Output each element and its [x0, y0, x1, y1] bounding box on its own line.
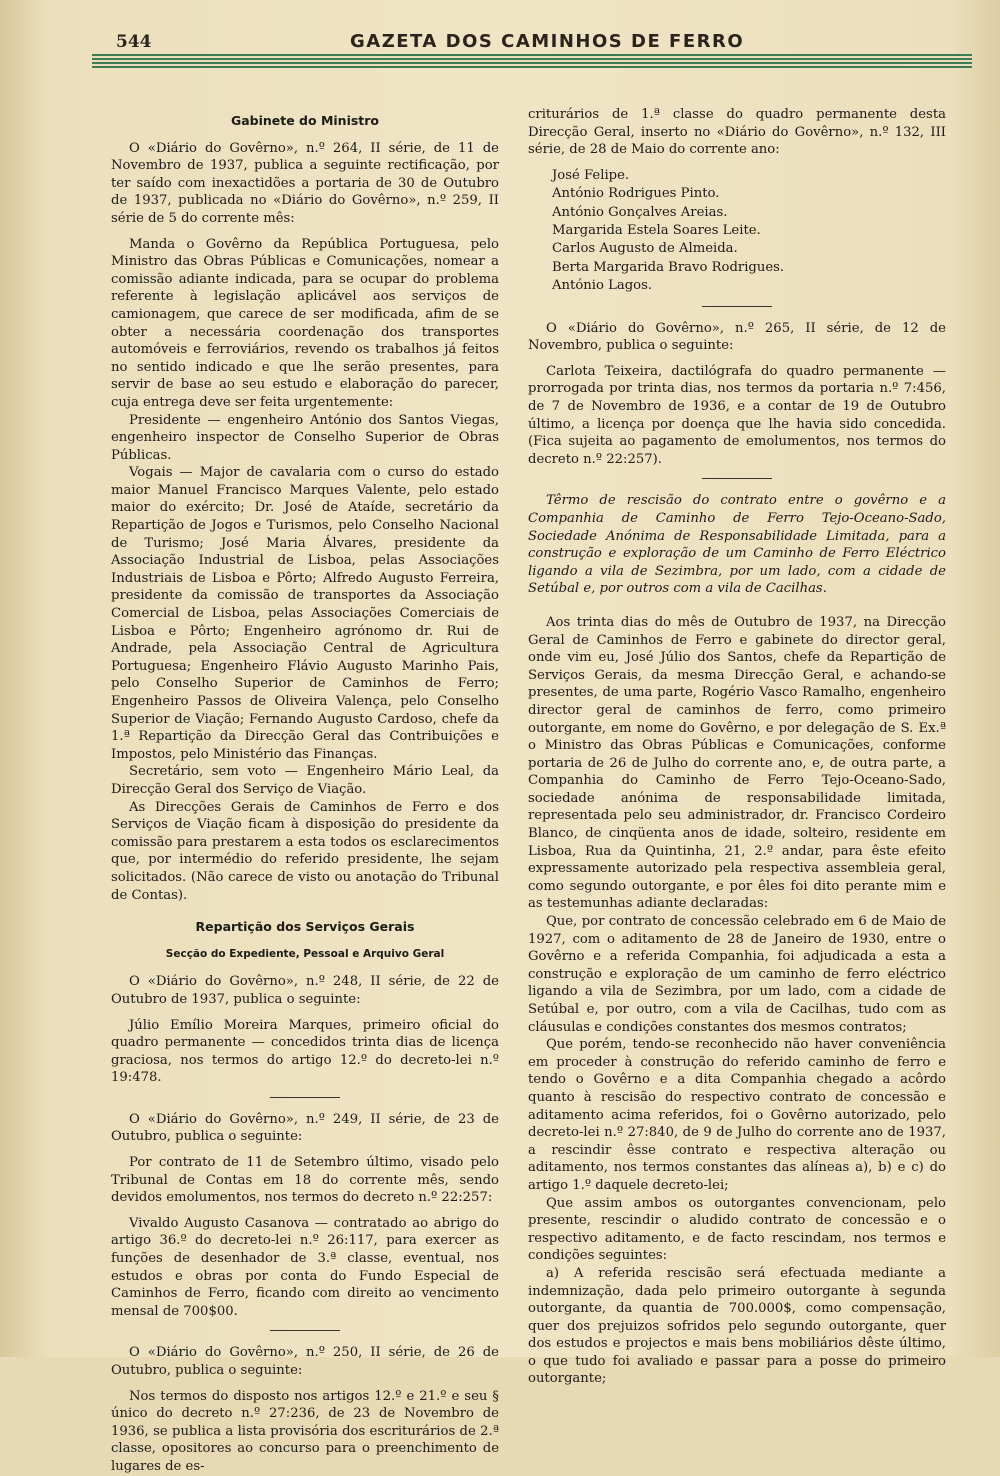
list-item: António Rodrigues Pinto.	[552, 186, 720, 202]
list-item: José Felipe.	[552, 167, 630, 183]
section-heading-gabinete: Gabinete do Ministro	[230, 113, 380, 128]
paragraph: Manda o Govêrno da República Portuguesa, pelo Ministro das Obras Públicas e Comunicações, nomear a comissão adiante indicada, para se ocupar do problema referente à legislação aplicável aos serviços de camionagem, que carece de ser modificada, afim de se obter a necessária coordenação dos transportes automóveis e ferroviários, revendo os trabalhos já feitos no sentido indicado e que lhe serão presentes, para servir de base ao seu estudo e elaboração do parecer, cuja entrega deve ser feita urgentemente:	[111, 236, 499, 410]
contract-title	[528, 492, 946, 598]
paragraph: Secretário, sem voto — Engenheiro Mário Leal, da Direcção Geral dos Serviço de Viação.	[111, 764, 499, 797]
separator-line	[270, 1330, 340, 1331]
paragraph: Júlio Emílio Moreira Marques, primeiro oficial do quadro permanente — concedidos trinta dias de licença graciosa, nos termos do artigo 12.º do decreto-lei n.º 19:478.	[111, 1017, 499, 1086]
right-column	[528, 106, 946, 1388]
list-item: António Gonçalves Areias.	[552, 204, 728, 220]
paragraph: Carlota Teixeira, dactilógrafa do quadro permanente — prorrogada por trinta dias, nos termos da portaria n.º 7:456, de 7 de Novembro de 1936, e a contar de 19 de Outubro último, a licença por doença que lhe havia sido concedida. (Fica sujeita ao pagamento de emolumentos, nos termos do decreto n.º 22:257).	[528, 363, 946, 467]
paragraph: O «Diário do Govêrno», n.º 248, II série, de 22 de Outubro de 1937, publica o seguinte:	[111, 974, 499, 1007]
paragraph: criturários de 1.ª classe do quadro permanente desta Direcção Geral, inserto no «Diário do Govêrno», n.º 132, III série, de 28 de Maio do corrente ano:	[528, 107, 946, 158]
paragraph: Vogais — Major de cavalaria com o curso do estado maior Manuel Francisco Marques Valente, pelo estado maior do exército; Dr. José de Ataíde, secretário da Repartição de Jogos e Turismos, pelo Conselho Nacional de Turismo; José Maria Álvares, presidente da Associação Industrial de Lisboa, pelas Associações Industriais de Lisboa e Pôrto; Alfredo Augusto Ferreira, presidente da comissão de transportes da Associação Comercial de Lisboa, pelas Associações Comerciais de Lisboa e Pôrto; Engenheiro agrónomo dr. Rui de Andrade, pela Associação Central de Agricultura Portuguesa; Engenheiro Flávio Augusto Marinho Pais, pelo Conselho Superior de Caminhos de Ferro; Engenheiro Passos de Oliveira Valença, pelo Conselho Superior de Viação; Fernando Augusto Cardoso, chefe da 1.ª Repartição da Direcção Geral das Contribuições e Impostos, pelo Ministério das Finanças.	[111, 465, 499, 762]
paragraph: Nos termos do disposto nos artigos 12.º e 21.º e seu § único do decreto n.º 27:236, de 23 de Novembro de 1936, se publica a lista provisória dos escriturários de 2.ª classe, opositores ao concurso para o preenchimento de lugares de es-	[111, 1388, 499, 1474]
paragraph: O «Diário do Govêrno», n.º 265, II série, de 12 de Novembro, publica o seguinte:	[528, 320, 946, 354]
paragraph: O «Diário do Govêrno», n.º 249, II série, de 23 de Outubro, publica o seguinte:	[111, 1111, 499, 1145]
list-item: Carlos Augusto de Almeida.	[552, 241, 738, 257]
paragraph: Que porém, tendo-se reconhecido não haver conveniência em proceder à construção do referido caminho de ferro e tendo o Govêrno e a dita Companhia chegado a acôrdo quanto à rescisão do respectivo contrato de concessão e aditamento acima referidos, foi o Govêrno autorizado, pelo decreto-lei n.º 27:840, de 9 de Julho do corrente ano de 1937, a rescindir êsse contrato e respectiva alteração ou aditamento, nos termos constantes das alíneas a), b) e c) do artigo 1.º daquele decreto-lei;	[528, 1037, 946, 1193]
list-item: Margarida Estela Soares Leite.	[552, 223, 761, 238]
separator-line	[270, 1097, 340, 1098]
masthead-title: GAZETA DOS CAMINHOS DE FERRO	[350, 31, 745, 52]
separator-line	[702, 306, 772, 307]
section-heading-reparticao: Repartição dos Serviços Gerais	[195, 919, 415, 935]
list-item: António Lagos.	[552, 278, 653, 294]
separator-line	[702, 478, 772, 479]
left-column	[111, 106, 499, 1476]
paragraph: O «Diário do Govêrno», n.º 250, II série, de 26 de Outubro, publica o seguinte:	[111, 1345, 499, 1378]
paragraph: Aos trinta dias do mês de Outubro de 1937, na Direcção Geral de Caminhos de Ferro e gabinete do director geral, onde vim eu, José Júlio dos Santos, chefe da Repartição de Serviços Gerais, da mesma Direcção Geral, e achando-se presentes, de uma parte, Rogério Vasco Ramalho, engenheiro director geral de caminhos de ferro, como primeiro outorgante, em nome do Govêrno, e por delegação de S. Ex.ª o Ministro das Obras Públicas e Comunicações, conforme portaria de 26 de Julho do corrente ano, e, de outra parte, a Companhia do Caminho de Ferro Tejo-Oceano-Sado, sociedade anónima de responsabilidade limitada, representada pelo seu administrador, dr. Francisco Cordeiro Blanco, de cinqüenta anos de idade, solteiro, residente em Lisboa, Rua da Quintinha, 21, 2.º andar, para êste efeito expressamente autorizado pela respectiva assembleia geral, como segundo outorgante, e por êles foi dito perante mim e as testemunhas adiante declaradas:	[528, 614, 946, 912]
paragraph: Têrmo de rescisão do contrato entre o govêrno e a Companhia de Caminho de Ferro Tejo-Oceano-Sado, Sociedade Anónima de Responsabilidade Limitada, para a construção e exploração de um Caminho de Ferro Eléctrico ligando a vila de Sezimbra, por um lado, com a cidade de Setúbal e, por outros com a vila de Cacilhas.	[528, 493, 946, 597]
list-item: Berta Margarida Bravo Rodrigues.	[552, 259, 785, 275]
name-list	[552, 167, 946, 296]
paragraph: Por contrato de 11 de Setembro último, visado pelo Tribunal de Contas em 18 do corrente mês, sendo devidos emolumentos, nos termos do decreto n.º 22:257:	[111, 1155, 499, 1206]
page-number: 544	[116, 32, 152, 52]
paragraph: O «Diário do Govêrno», n.º 264, II série, de 11 de Novembro de 1937, publica a seguinte rectificação, por ter saído com inexactidões a portaria de 30 de Outubro de 1937, publicada no «Diário do Govêrno», n.º 259, II série de 5 do corrente mês:	[111, 140, 499, 226]
paragraph: Presidente — engenheiro António dos Santos Viegas, engenheiro inspector de Conselho Superior de Obras Públicas.	[111, 412, 499, 463]
paragraph: As Direcções Gerais de Caminhos de Ferro e dos Serviços de Viação ficam à disposição do presidente da comissão para prestarem a esta todos os esclarecimentos que, por intermédio do referido presidente, lhe sejam solicitados. (Não carece de visto ou anotação do Tribunal de Contas).	[111, 799, 499, 903]
subsection-heading: Secção do Expediente, Pessoal e Arquivo Geral	[165, 947, 445, 960]
paragraph: Que, por contrato de concessão celebrado em 6 de Maio de 1927, com o aditamento de 28 de Janeiro de 1930, entre o Govêrno e a referida Companhia, foi adjudicada a esta a construção e exploração de um caminho de ferro eléctrico ligando a vila de Sezimbra, por um lado, com a cidade de Setúbal e, por outro, com a vila de Cacilhas, tudo com as cláusulas e condições constantes dos mesmos contratos;	[528, 914, 946, 1035]
header-rule	[92, 54, 972, 68]
paragraph: Vivaldo Augusto Casanova — contratado ao abrigo do artigo 36.º do decreto-lei n.º 26:117, para exercer as funções de desenhador de 3.ª classe, eventual, nos estudos e obras por conta do Fundo Especial de Caminhos de Ferro, ficando com direito ao vencimento mensal de 700$00.	[111, 1215, 499, 1319]
paragraph: Que assim ambos os outorgantes convencionam, pelo presente, rescindir o aludido contrato de concessão e o respectivo aditamento, e de facto rescindam, nos termos e condições seguintes:	[528, 1195, 946, 1264]
paragraph: a) A referida rescisão será efectuada mediante a indemnização, dada pelo primeiro outorgante à segunda outorgante, da quantia de 700.000$, como compensação, quer dos prejuizos sofridos pelo segundo outorgante, quer dos estudos e projectos e mais bens mobiliários dêste último, o que tudo foi avaliado e passar para a posse do primeiro outorgante;	[528, 1265, 946, 1387]
